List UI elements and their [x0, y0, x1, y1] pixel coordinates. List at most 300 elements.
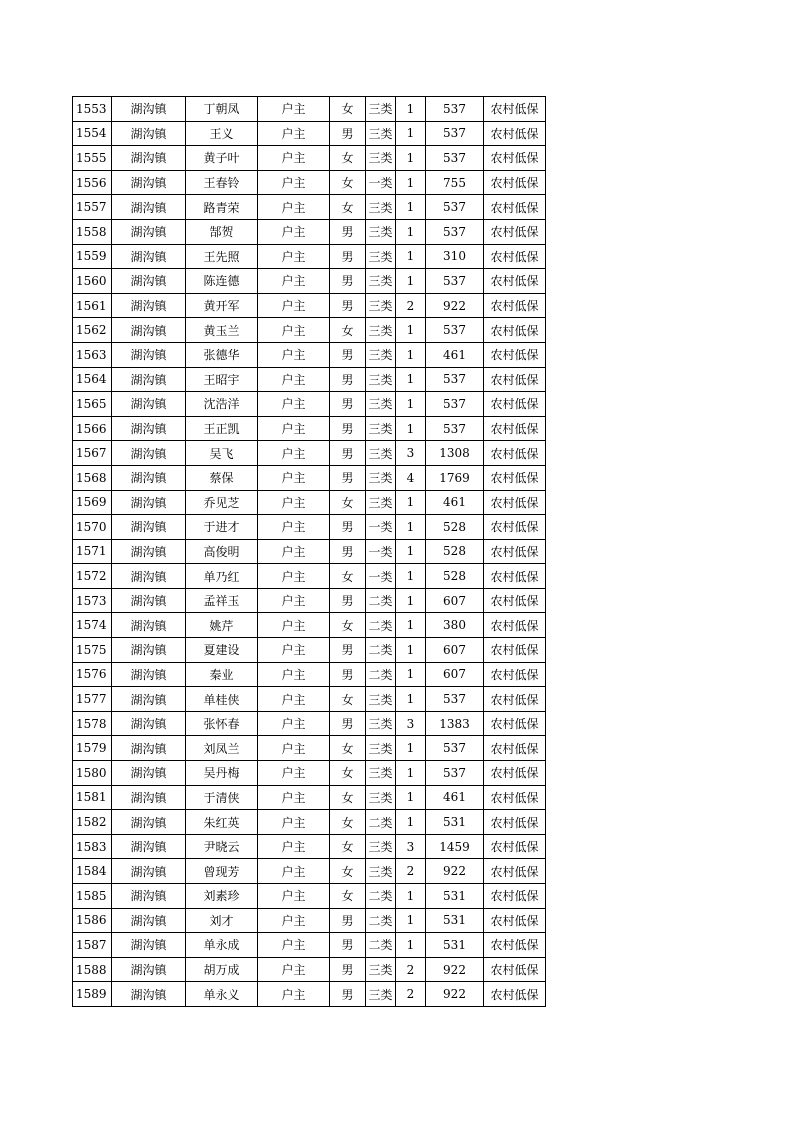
cell-persons: 1 [396, 884, 426, 909]
cell-household-role: 户主 [258, 539, 330, 564]
cell-town: 湖沟镇 [112, 195, 186, 220]
cell-gender: 女 [330, 736, 366, 761]
cell-name: 王昭宇 [186, 367, 258, 392]
cell-name: 郜贺 [186, 219, 258, 244]
cell-amount: 537 [426, 392, 484, 417]
cell-serial-number: 1585 [73, 884, 112, 909]
cell-category: 三类 [366, 982, 396, 1007]
cell-town: 湖沟镇 [112, 588, 186, 613]
cell-household-role: 户主 [258, 465, 330, 490]
cell-amount: 1459 [426, 834, 484, 859]
cell-gender: 男 [330, 244, 366, 269]
cell-gender: 男 [330, 465, 366, 490]
cell-assistance-type: 农村低保 [484, 539, 546, 564]
cell-gender: 男 [330, 441, 366, 466]
cell-serial-number: 1578 [73, 711, 112, 736]
cell-serial-number: 1569 [73, 490, 112, 515]
cell-persons: 1 [396, 564, 426, 589]
cell-town: 湖沟镇 [112, 342, 186, 367]
cell-gender: 女 [330, 785, 366, 810]
cell-serial-number: 1568 [73, 465, 112, 490]
cell-gender: 女 [330, 146, 366, 171]
cell-name: 蔡保 [186, 465, 258, 490]
cell-household-role: 户主 [258, 564, 330, 589]
cell-category: 二类 [366, 908, 396, 933]
cell-amount: 537 [426, 146, 484, 171]
table-row [73, 97, 546, 122]
cell-category: 一类 [366, 564, 396, 589]
cell-persons: 1 [396, 810, 426, 835]
cell-assistance-type: 农村低保 [484, 441, 546, 466]
cell-town: 湖沟镇 [112, 810, 186, 835]
cell-serial-number: 1559 [73, 244, 112, 269]
cell-assistance-type: 农村低保 [484, 884, 546, 909]
cell-amount: 1383 [426, 711, 484, 736]
cell-assistance-type: 农村低保 [484, 416, 546, 441]
cell-household-role: 户主 [258, 638, 330, 663]
table-row [73, 761, 546, 786]
cell-town: 湖沟镇 [112, 465, 186, 490]
cell-persons: 1 [396, 121, 426, 146]
cell-category: 三类 [366, 441, 396, 466]
cell-serial-number: 1577 [73, 687, 112, 712]
cell-town: 湖沟镇 [112, 97, 186, 122]
cell-name: 姚芹 [186, 613, 258, 638]
cell-category: 三类 [366, 859, 396, 884]
cell-assistance-type: 农村低保 [484, 662, 546, 687]
cell-persons: 3 [396, 834, 426, 859]
cell-household-role: 户主 [258, 293, 330, 318]
cell-persons: 2 [396, 859, 426, 884]
cell-category: 三类 [366, 121, 396, 146]
cell-amount: 537 [426, 416, 484, 441]
table-row [73, 711, 546, 736]
cell-assistance-type: 农村低保 [484, 613, 546, 638]
cell-household-role: 户主 [258, 146, 330, 171]
cell-gender: 女 [330, 170, 366, 195]
cell-amount: 461 [426, 342, 484, 367]
cell-name: 单永成 [186, 933, 258, 958]
cell-category: 三类 [366, 293, 396, 318]
cell-amount: 607 [426, 662, 484, 687]
table-row [73, 195, 546, 220]
cell-household-role: 户主 [258, 908, 330, 933]
cell-town: 湖沟镇 [112, 392, 186, 417]
cell-name: 曾现芳 [186, 859, 258, 884]
cell-name: 黄玉兰 [186, 318, 258, 343]
cell-assistance-type: 农村低保 [484, 244, 546, 269]
cell-assistance-type: 农村低保 [484, 564, 546, 589]
cell-category: 三类 [366, 146, 396, 171]
cell-gender: 女 [330, 195, 366, 220]
cell-serial-number: 1589 [73, 982, 112, 1007]
cell-name: 黄开军 [186, 293, 258, 318]
cell-gender: 男 [330, 539, 366, 564]
table-row [73, 957, 546, 982]
cell-amount: 531 [426, 933, 484, 958]
cell-household-role: 户主 [258, 736, 330, 761]
cell-gender: 男 [330, 711, 366, 736]
table-row [73, 613, 546, 638]
cell-name: 沈浩洋 [186, 392, 258, 417]
cell-category: 三类 [366, 219, 396, 244]
cell-amount: 537 [426, 761, 484, 786]
cell-persons: 2 [396, 293, 426, 318]
cell-amount: 537 [426, 269, 484, 294]
cell-persons: 3 [396, 711, 426, 736]
cell-assistance-type: 农村低保 [484, 687, 546, 712]
cell-household-role: 户主 [258, 195, 330, 220]
cell-name: 于进才 [186, 515, 258, 540]
cell-assistance-type: 农村低保 [484, 146, 546, 171]
cell-name: 吴丹梅 [186, 761, 258, 786]
cell-assistance-type: 农村低保 [484, 367, 546, 392]
cell-name: 秦业 [186, 662, 258, 687]
table-row [73, 293, 546, 318]
cell-household-role: 户主 [258, 834, 330, 859]
cell-town: 湖沟镇 [112, 933, 186, 958]
cell-amount: 461 [426, 785, 484, 810]
cell-assistance-type: 农村低保 [484, 293, 546, 318]
cell-assistance-type: 农村低保 [484, 515, 546, 540]
cell-persons: 1 [396, 736, 426, 761]
cell-name: 王春铃 [186, 170, 258, 195]
cell-persons: 1 [396, 392, 426, 417]
table-row [73, 392, 546, 417]
cell-household-role: 户主 [258, 367, 330, 392]
cell-persons: 1 [396, 342, 426, 367]
cell-serial-number: 1564 [73, 367, 112, 392]
cell-town: 湖沟镇 [112, 490, 186, 515]
cell-category: 一类 [366, 515, 396, 540]
cell-name: 单乃红 [186, 564, 258, 589]
cell-town: 湖沟镇 [112, 908, 186, 933]
cell-persons: 1 [396, 367, 426, 392]
cell-persons: 1 [396, 761, 426, 786]
table-row [73, 465, 546, 490]
cell-category: 一类 [366, 170, 396, 195]
table-row [73, 269, 546, 294]
cell-gender: 男 [330, 269, 366, 294]
cell-serial-number: 1581 [73, 785, 112, 810]
cell-town: 湖沟镇 [112, 711, 186, 736]
cell-assistance-type: 农村低保 [484, 465, 546, 490]
cell-gender: 男 [330, 957, 366, 982]
cell-amount: 1769 [426, 465, 484, 490]
cell-gender: 女 [330, 564, 366, 589]
cell-persons: 1 [396, 588, 426, 613]
cell-household-role: 户主 [258, 982, 330, 1007]
cell-assistance-type: 农村低保 [484, 392, 546, 417]
cell-assistance-type: 农村低保 [484, 170, 546, 195]
table-row [73, 638, 546, 663]
cell-household-role: 户主 [258, 588, 330, 613]
cell-name: 朱红英 [186, 810, 258, 835]
cell-name: 尹晓云 [186, 834, 258, 859]
cell-serial-number: 1572 [73, 564, 112, 589]
cell-household-role: 户主 [258, 416, 330, 441]
cell-serial-number: 1557 [73, 195, 112, 220]
table-row [73, 859, 546, 884]
cell-assistance-type: 农村低保 [484, 269, 546, 294]
cell-serial-number: 1555 [73, 146, 112, 171]
cell-category: 三类 [366, 834, 396, 859]
cell-serial-number: 1558 [73, 219, 112, 244]
cell-household-role: 户主 [258, 933, 330, 958]
cell-town: 湖沟镇 [112, 662, 186, 687]
cell-town: 湖沟镇 [112, 859, 186, 884]
cell-persons: 1 [396, 515, 426, 540]
table-row [73, 539, 546, 564]
table-row [73, 367, 546, 392]
cell-amount: 607 [426, 588, 484, 613]
cell-category: 三类 [366, 416, 396, 441]
table-row [73, 662, 546, 687]
table-row [73, 982, 546, 1007]
cell-category: 一类 [366, 539, 396, 564]
cell-category: 三类 [366, 318, 396, 343]
cell-gender: 男 [330, 219, 366, 244]
cell-name: 单永义 [186, 982, 258, 1007]
cell-gender: 女 [330, 97, 366, 122]
cell-amount: 537 [426, 97, 484, 122]
cell-amount: 922 [426, 982, 484, 1007]
cell-serial-number: 1554 [73, 121, 112, 146]
cell-assistance-type: 农村低保 [484, 908, 546, 933]
table-row [73, 490, 546, 515]
cell-name: 刘凤兰 [186, 736, 258, 761]
cell-assistance-type: 农村低保 [484, 933, 546, 958]
cell-category: 三类 [366, 195, 396, 220]
cell-category: 三类 [366, 761, 396, 786]
cell-household-role: 户主 [258, 687, 330, 712]
cell-name: 张德华 [186, 342, 258, 367]
cell-serial-number: 1573 [73, 588, 112, 613]
cell-gender: 男 [330, 121, 366, 146]
cell-persons: 4 [396, 465, 426, 490]
cell-town: 湖沟镇 [112, 613, 186, 638]
cell-gender: 男 [330, 638, 366, 663]
cell-category: 三类 [366, 342, 396, 367]
cell-assistance-type: 农村低保 [484, 834, 546, 859]
cell-gender: 女 [330, 810, 366, 835]
cell-amount: 537 [426, 318, 484, 343]
table-row [73, 244, 546, 269]
cell-serial-number: 1575 [73, 638, 112, 663]
cell-category: 三类 [366, 269, 396, 294]
cell-category: 二类 [366, 588, 396, 613]
cell-serial-number: 1576 [73, 662, 112, 687]
cell-amount: 528 [426, 564, 484, 589]
cell-assistance-type: 农村低保 [484, 97, 546, 122]
cell-serial-number: 1583 [73, 834, 112, 859]
cell-name: 张怀春 [186, 711, 258, 736]
table-row [73, 810, 546, 835]
cell-household-role: 户主 [258, 761, 330, 786]
cell-household-role: 户主 [258, 711, 330, 736]
cell-serial-number: 1579 [73, 736, 112, 761]
cell-name: 刘素珍 [186, 884, 258, 909]
table-row [73, 588, 546, 613]
cell-gender: 男 [330, 416, 366, 441]
cell-name: 黄子叶 [186, 146, 258, 171]
cell-assistance-type: 农村低保 [484, 761, 546, 786]
table-row [73, 146, 546, 171]
cell-assistance-type: 农村低保 [484, 785, 546, 810]
cell-category: 二类 [366, 933, 396, 958]
cell-amount: 537 [426, 121, 484, 146]
cell-gender: 女 [330, 859, 366, 884]
table-row [73, 170, 546, 195]
cell-household-role: 户主 [258, 392, 330, 417]
cell-category: 三类 [366, 785, 396, 810]
cell-category: 三类 [366, 97, 396, 122]
cell-household-role: 户主 [258, 97, 330, 122]
cell-town: 湖沟镇 [112, 564, 186, 589]
cell-name: 王义 [186, 121, 258, 146]
cell-assistance-type: 农村低保 [484, 490, 546, 515]
cell-town: 湖沟镇 [112, 293, 186, 318]
cell-assistance-type: 农村低保 [484, 588, 546, 613]
table-body [73, 97, 546, 1007]
cell-town: 湖沟镇 [112, 515, 186, 540]
cell-gender: 男 [330, 342, 366, 367]
cell-assistance-type: 农村低保 [484, 195, 546, 220]
cell-name: 陈连德 [186, 269, 258, 294]
cell-serial-number: 1560 [73, 269, 112, 294]
cell-amount: 531 [426, 908, 484, 933]
cell-amount: 607 [426, 638, 484, 663]
cell-gender: 女 [330, 490, 366, 515]
cell-persons: 2 [396, 957, 426, 982]
cell-gender: 女 [330, 884, 366, 909]
cell-category: 三类 [366, 465, 396, 490]
cell-town: 湖沟镇 [112, 736, 186, 761]
cell-amount: 755 [426, 170, 484, 195]
cell-assistance-type: 农村低保 [484, 638, 546, 663]
cell-serial-number: 1570 [73, 515, 112, 540]
cell-serial-number: 1586 [73, 908, 112, 933]
cell-town: 湖沟镇 [112, 982, 186, 1007]
cell-amount: 922 [426, 859, 484, 884]
cell-town: 湖沟镇 [112, 638, 186, 663]
cell-name: 孟祥玉 [186, 588, 258, 613]
table-row [73, 219, 546, 244]
cell-gender: 男 [330, 982, 366, 1007]
table-row [73, 121, 546, 146]
cell-amount: 537 [426, 219, 484, 244]
cell-household-role: 户主 [258, 269, 330, 294]
cell-town: 湖沟镇 [112, 367, 186, 392]
cell-persons: 1 [396, 539, 426, 564]
cell-serial-number: 1587 [73, 933, 112, 958]
table-row [73, 785, 546, 810]
cell-serial-number: 1556 [73, 170, 112, 195]
cell-gender: 男 [330, 588, 366, 613]
cell-gender: 男 [330, 662, 366, 687]
cell-household-role: 户主 [258, 884, 330, 909]
cell-serial-number: 1565 [73, 392, 112, 417]
cell-town: 湖沟镇 [112, 539, 186, 564]
cell-assistance-type: 农村低保 [484, 982, 546, 1007]
table-row [73, 908, 546, 933]
cell-gender: 女 [330, 318, 366, 343]
cell-gender: 女 [330, 834, 366, 859]
cell-persons: 3 [396, 441, 426, 466]
cell-town: 湖沟镇 [112, 170, 186, 195]
cell-amount: 461 [426, 490, 484, 515]
cell-amount: 528 [426, 515, 484, 540]
cell-serial-number: 1588 [73, 957, 112, 982]
table-row [73, 736, 546, 761]
cell-category: 三类 [366, 687, 396, 712]
cell-town: 湖沟镇 [112, 834, 186, 859]
cell-name: 胡万成 [186, 957, 258, 982]
cell-name: 王正凯 [186, 416, 258, 441]
cell-category: 二类 [366, 613, 396, 638]
cell-category: 三类 [366, 957, 396, 982]
cell-persons: 1 [396, 244, 426, 269]
cell-persons: 1 [396, 662, 426, 687]
cell-name: 乔见芝 [186, 490, 258, 515]
table-row [73, 564, 546, 589]
cell-assistance-type: 农村低保 [484, 219, 546, 244]
cell-amount: 537 [426, 367, 484, 392]
cell-gender: 女 [330, 761, 366, 786]
cell-assistance-type: 农村低保 [484, 318, 546, 343]
cell-persons: 1 [396, 170, 426, 195]
cell-name: 王先照 [186, 244, 258, 269]
cell-amount: 528 [426, 539, 484, 564]
cell-household-role: 户主 [258, 662, 330, 687]
cell-household-role: 户主 [258, 490, 330, 515]
cell-town: 湖沟镇 [112, 957, 186, 982]
cell-category: 三类 [366, 244, 396, 269]
cell-serial-number: 1584 [73, 859, 112, 884]
table-row [73, 441, 546, 466]
cell-assistance-type: 农村低保 [484, 736, 546, 761]
cell-gender: 男 [330, 933, 366, 958]
cell-town: 湖沟镇 [112, 761, 186, 786]
cell-amount: 537 [426, 195, 484, 220]
cell-town: 湖沟镇 [112, 244, 186, 269]
cell-amount: 380 [426, 613, 484, 638]
cell-persons: 1 [396, 933, 426, 958]
cell-serial-number: 1580 [73, 761, 112, 786]
cell-household-role: 户主 [258, 219, 330, 244]
cell-persons: 1 [396, 638, 426, 663]
cell-household-role: 户主 [258, 859, 330, 884]
cell-persons: 1 [396, 613, 426, 638]
cell-amount: 1308 [426, 441, 484, 466]
cell-category: 二类 [366, 638, 396, 663]
cell-assistance-type: 农村低保 [484, 711, 546, 736]
cell-category: 三类 [366, 711, 396, 736]
cell-amount: 537 [426, 736, 484, 761]
cell-amount: 310 [426, 244, 484, 269]
cell-town: 湖沟镇 [112, 121, 186, 146]
cell-category: 二类 [366, 662, 396, 687]
cell-household-role: 户主 [258, 121, 330, 146]
cell-category: 三类 [366, 736, 396, 761]
table-row [73, 318, 546, 343]
cell-name: 丁朝凤 [186, 97, 258, 122]
table-row [73, 342, 546, 367]
cell-name: 单桂侠 [186, 687, 258, 712]
cell-amount: 537 [426, 687, 484, 712]
cell-amount: 531 [426, 810, 484, 835]
table-row [73, 687, 546, 712]
